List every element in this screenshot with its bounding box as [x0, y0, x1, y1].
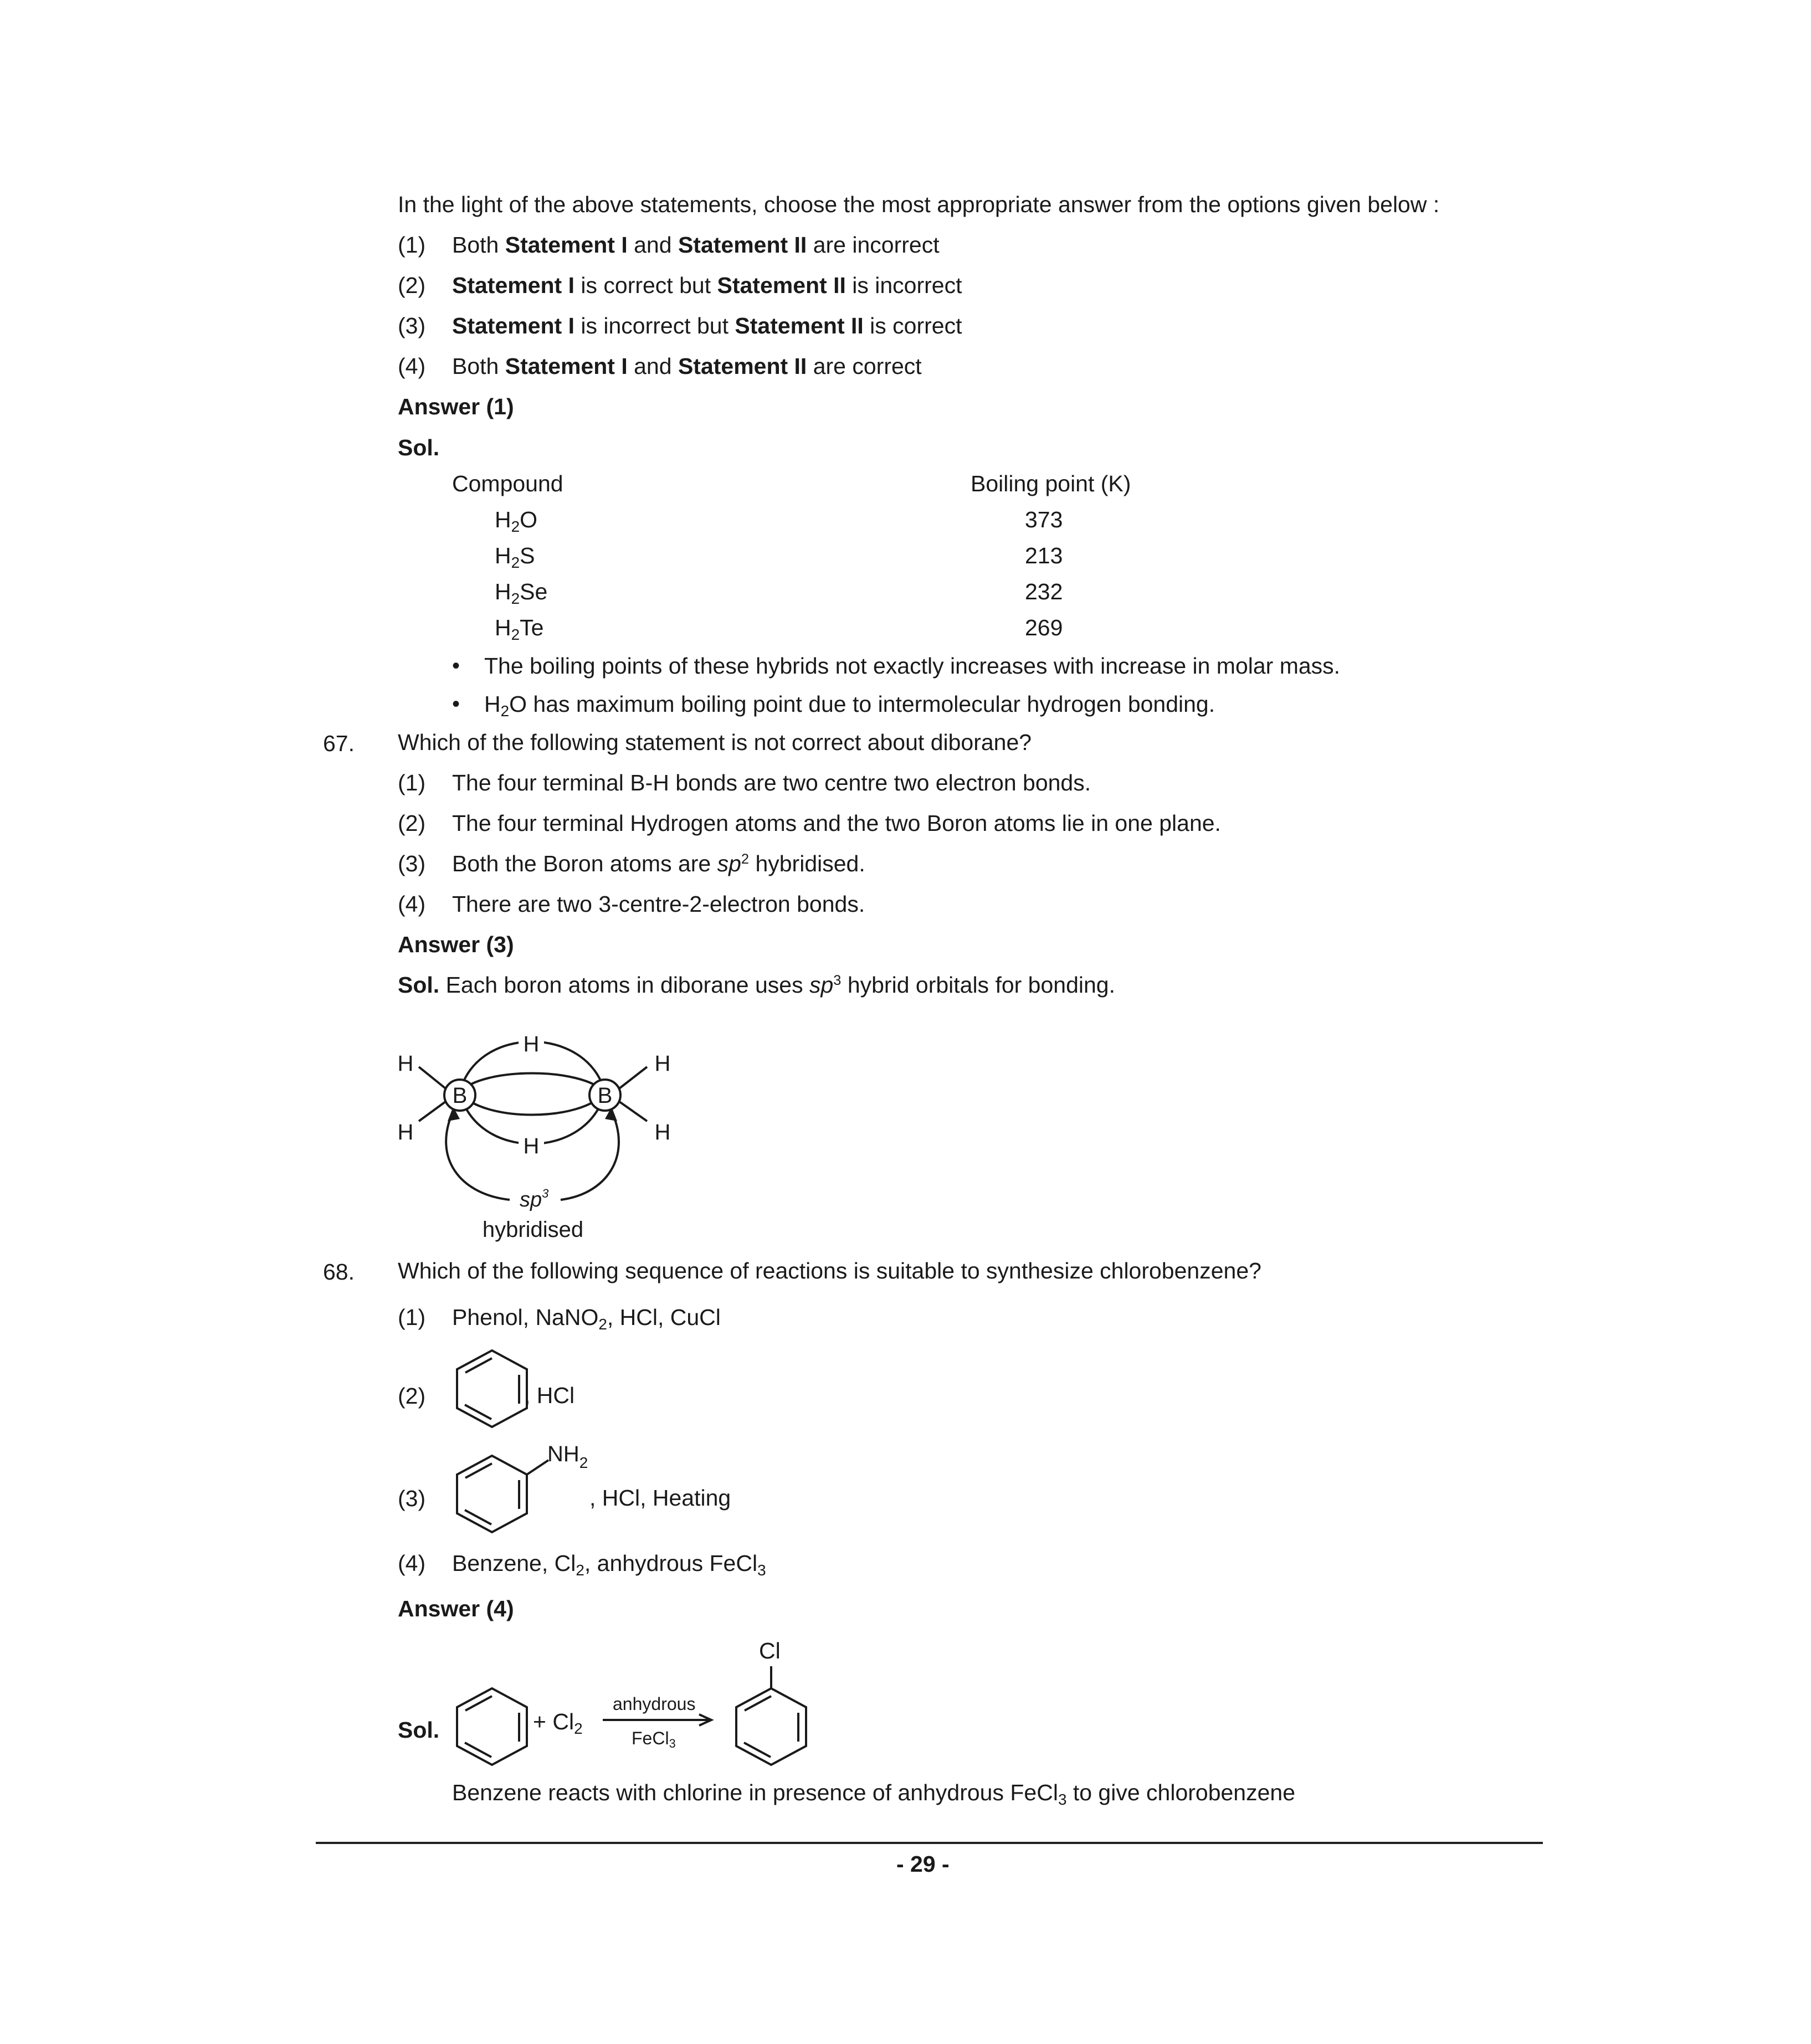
sp3-label: $sp^3$	[520, 1187, 549, 1211]
q66-answer: Answer (1)	[398, 394, 514, 419]
aniline-ring-outline	[457, 1456, 527, 1532]
double-bond-3	[465, 1743, 491, 1757]
hybridised-label: hybridised	[482, 1218, 584, 1242]
terminal-hydrogen-lower-right: H	[654, 1120, 671, 1144]
boron-label-right: B	[597, 1083, 613, 1108]
q67-option-2: (2) The four terminal Hydrogen atoms and the two Boron atoms lie in one plane.	[398, 810, 1221, 836]
q67-question: Which of the following statement is not correct about diborane?	[398, 730, 1032, 755]
q67-option-1: (1) The four terminal B-H bonds are two centre two electron bonds.	[398, 770, 1091, 795]
bridge-hydrogen-top: H	[523, 1032, 540, 1056]
q68-question: Which of the following sequence of reactions is suitable to synthesize chlorobenzene?	[398, 1258, 1261, 1283]
terminal-hydrogen-upper-right: H	[654, 1051, 671, 1076]
intro-text: In the light of the above statements, choose the most appropriate answer from the options given below :	[398, 192, 1440, 217]
c-n-bond	[527, 1460, 548, 1475]
q67-solution: Sol. Each boron atoms in diborane uses $sp^3$ hybrid orbitals for bonding.	[398, 972, 1115, 998]
terminal-bond-upper-right	[617, 1067, 647, 1090]
table-compound-h2se: $H_2Se$	[495, 579, 548, 607]
q68-option-2-text: , HCl	[524, 1383, 575, 1408]
q67-option-4: (4) There are two 3-centre-2-electron bonds.	[398, 891, 865, 917]
product-chlorine-label: Cl	[759, 1638, 781, 1663]
q67-number: 67.	[323, 731, 355, 756]
page-number: - 29 -	[896, 1851, 950, 1877]
q68-option-1: (1) Phenol, NaNO$_2$, HCl, CuCl	[398, 1305, 721, 1333]
diborane-bonds	[419, 1042, 647, 1200]
diborane-structure-diagram	[382, 1014, 692, 1246]
double-bond-3	[465, 1405, 491, 1419]
double-bond-3	[744, 1743, 771, 1757]
q68-option-2-number: (2)	[398, 1383, 426, 1409]
table-bp-h2o: 373	[1025, 507, 1063, 532]
footer-divider	[316, 1842, 1543, 1844]
table-bp-h2se: 232	[1025, 579, 1063, 604]
q66-option-2: (2) Statement I is correct but Statement II is incorrect	[398, 273, 962, 298]
benzene-reactant	[448, 1684, 536, 1767]
table-bp-h2te: 269	[1025, 615, 1063, 640]
benzene-ring-outline	[457, 1688, 527, 1765]
q66-sol-label: Sol.	[398, 435, 440, 460]
arrow-condition-bottom: FeCl$_3$	[632, 1728, 676, 1751]
q66-bullet-1: • The boiling points of these hybrids not exactly increases with increase in molar mass.	[484, 655, 1340, 677]
nh2-group-label: $NH_2$	[547, 1442, 588, 1471]
reaction-arrow-icon	[602, 1712, 716, 1728]
hybrid-arrow-right	[561, 1111, 619, 1200]
benzene-ring-outline	[457, 1350, 527, 1427]
table-header-compound: Compound	[452, 471, 563, 496]
chlorobenzene-ring-outline	[736, 1688, 806, 1765]
q68-option-3-text: , HCl, Heating	[589, 1485, 731, 1511]
q68-sol-label: Sol.	[398, 1717, 440, 1743]
benzene-ring-option-2	[448, 1346, 536, 1429]
chlorine-reagent: + $Cl_2$	[533, 1709, 583, 1737]
q66-option-4: (4) Both Statement I and Statement II are correct	[398, 353, 922, 379]
aniline-structure-option-3	[448, 1439, 592, 1533]
double-bond-1	[745, 1696, 771, 1711]
terminal-hydrogen-lower-left: H	[397, 1120, 414, 1144]
terminal-bond-lower-right	[617, 1100, 647, 1121]
q66-option-3: (3) Statement I is incorrect but Statement II is correct	[398, 313, 962, 338]
q66-bullet-2: • $H_2O$ has maximum boiling point due to intermolecular hydrogen bonding.	[484, 693, 1215, 719]
q68-number: 68.	[323, 1259, 355, 1285]
double-bond-1	[465, 1463, 492, 1478]
q68-conclusion: Benzene reacts with chlorine in presence of anhydrous FeCl$_3$ to give chlorobenzene	[452, 1780, 1296, 1808]
terminal-bond-upper-left	[419, 1067, 448, 1090]
terminal-hydrogen-upper-left: H	[397, 1051, 414, 1076]
q68-option-3-number: (3)	[398, 1486, 426, 1511]
double-bond-3	[465, 1510, 491, 1524]
q67-option-3: (3) Both the Boron atoms are $sp^2$ hybridised.	[398, 851, 865, 876]
double-bond-1	[465, 1696, 492, 1711]
terminal-bond-lower-left	[419, 1100, 448, 1121]
table-compound-h2te: $H_2Te$	[495, 615, 544, 643]
q67-answer: Answer (3)	[398, 932, 514, 957]
table-compound-h2s: $H_2S$	[495, 543, 535, 571]
bridge-bond-bottom-inner	[460, 1092, 605, 1115]
table-bp-h2s: 213	[1025, 543, 1063, 568]
double-bond-1	[465, 1358, 492, 1373]
bridge-hydrogen-bottom: H	[523, 1134, 540, 1158]
table-header-boiling-point: Boiling point (K)	[971, 471, 1131, 496]
boron-label-left: B	[452, 1083, 468, 1108]
q68-answer: Answer (4)	[398, 1596, 514, 1621]
arrow-condition-top: anhydrous	[613, 1694, 696, 1714]
chlorobenzene-product	[727, 1664, 815, 1769]
q68-option-4: (4) Benzene, $Cl_2$, anhydrous FeCl$_3$	[398, 1550, 766, 1579]
table-compound-h2o: $H_2O$	[495, 507, 538, 535]
q66-option-1: (1) Both Statement I and Statement II are incorrect	[398, 232, 940, 258]
bridge-bond-top-inner	[460, 1074, 605, 1093]
